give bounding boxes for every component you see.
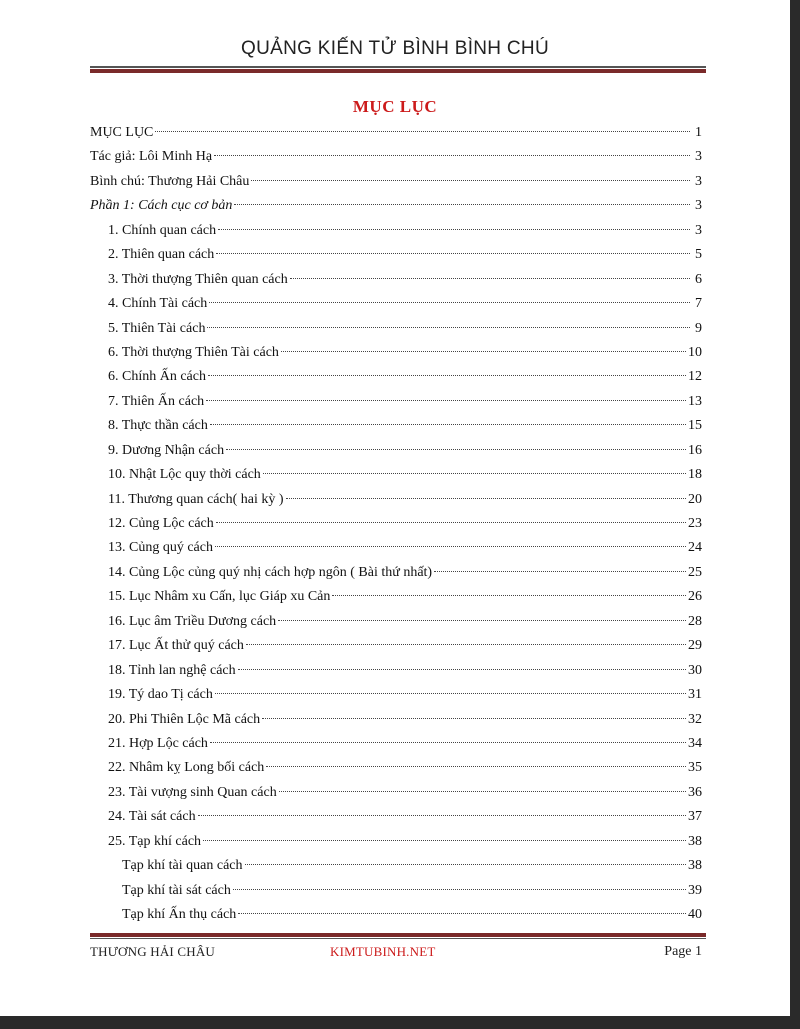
toc-entry-title: 23. Tài vượng sinh Quan cách — [108, 784, 277, 800]
toc-entry-page: 34 — [688, 735, 702, 751]
toc-entry-page: 3 — [695, 149, 702, 165]
toc-dot-leader — [216, 253, 690, 254]
header-rule-thick — [90, 69, 706, 73]
toc-entry[interactable] — [90, 610, 702, 634]
footer-page-number: Page 1 — [664, 944, 702, 959]
toc-entry[interactable] — [90, 463, 702, 487]
header-rule-thin — [90, 66, 706, 68]
toc-entry-title: 8. Thực thần cách — [108, 418, 208, 434]
toc-entry[interactable] — [90, 830, 702, 854]
toc-dot-leader — [281, 351, 686, 352]
toc-entry-page: 16 — [688, 442, 702, 458]
toc-entry[interactable] — [90, 219, 702, 243]
toc-entry-title: 7. Thiên Ấn cách — [108, 393, 205, 409]
toc-entry-title: 20. Phi Thiên Lộc Mã cách — [108, 711, 261, 727]
toc-entry-title: MỤC LỤC — [90, 125, 154, 140]
toc-dot-leader — [216, 522, 686, 523]
toc-dot-leader — [290, 278, 690, 279]
toc-entry-page: 36 — [688, 784, 702, 800]
toc-entry-title: Tạp khí Ấn thụ cách — [122, 907, 237, 922]
toc-entry[interactable] — [90, 317, 702, 341]
toc-entry-title: 16. Lục âm Triều Dương cách — [108, 613, 277, 629]
toc-entry-title: 1. Chính quan cách — [108, 222, 217, 238]
toc-entry[interactable] — [90, 708, 702, 732]
footer-rule-thin — [90, 938, 706, 939]
toc-entry[interactable] — [90, 194, 702, 218]
toc-entry[interactable] — [90, 268, 702, 292]
toc-entry[interactable] — [90, 292, 702, 316]
toc-dot-leader — [218, 229, 690, 230]
toc-entry[interactable] — [90, 659, 702, 683]
toc-entry[interactable] — [90, 561, 702, 585]
toc-entry-title: 25. Tạp khí cách — [108, 833, 202, 849]
toc-entry-page: 10 — [688, 344, 702, 360]
toc-entry[interactable] — [90, 585, 702, 609]
toc-entry-page: 40 — [688, 907, 702, 922]
toc-dot-leader — [286, 498, 686, 499]
toc-dot-leader — [266, 766, 686, 767]
toc-entry-title: 9. Dương Nhận cách — [108, 442, 225, 458]
toc-entry[interactable] — [90, 439, 702, 463]
toc-list — [90, 121, 702, 927]
toc-dot-leader — [332, 595, 686, 596]
toc-entry[interactable] — [90, 243, 702, 267]
toc-dot-leader — [210, 742, 686, 743]
toc-entry[interactable] — [90, 634, 702, 658]
toc-dot-leader — [234, 204, 690, 205]
toc-dot-leader — [215, 693, 686, 694]
toc-entry-title: 21. Hợp Lộc cách — [108, 735, 208, 751]
toc-entry[interactable] — [90, 879, 702, 903]
toc-dot-leader — [434, 571, 686, 572]
toc-entry[interactable] — [90, 756, 702, 780]
toc-entry-title: 18. Tỉnh lan nghệ cách — [108, 662, 236, 678]
toc-entry-title: 11. Thương quan cách( hai kỳ ) — [108, 491, 284, 507]
toc-entry-page: 37 — [688, 809, 702, 825]
toc-dot-leader — [209, 302, 690, 303]
toc-entry-page: 32 — [688, 711, 702, 727]
toc-entry[interactable] — [90, 488, 702, 512]
toc-dot-leader — [279, 791, 686, 792]
toc-entry-title: 19. Tý dao Tị cách — [108, 687, 213, 703]
toc-dot-leader — [155, 131, 690, 132]
toc-entry-page: 1 — [695, 125, 702, 140]
toc-entry[interactable] — [90, 341, 702, 365]
toc-entry-title: Bình chú: Thương Hải Châu — [90, 173, 250, 189]
toc-entry-page: 29 — [688, 638, 702, 654]
toc-dot-leader — [238, 913, 686, 914]
toc-dot-leader — [245, 864, 686, 865]
toc-entry-title: 3. Thời thượng Thiên quan cách — [108, 271, 288, 287]
toc-entry-page: 3 — [695, 198, 702, 214]
toc-entry[interactable] — [90, 145, 702, 169]
toc-entry[interactable] — [90, 121, 702, 145]
toc-entry[interactable] — [90, 683, 702, 707]
footer-rule-thick — [90, 933, 706, 937]
toc-entry-page: 26 — [688, 589, 702, 605]
toc-entry[interactable] — [90, 781, 702, 805]
toc-entry-page: 6 — [695, 271, 702, 287]
toc-entry-page: 25 — [688, 564, 702, 580]
toc-entry-page: 7 — [695, 296, 702, 312]
toc-entry-page: 13 — [688, 393, 702, 409]
toc-entry-title: Tạp khí tài quan cách — [122, 858, 243, 874]
toc-entry-page: 30 — [688, 662, 702, 678]
toc-entry-page: 35 — [688, 760, 702, 776]
toc-entry-page: 38 — [688, 858, 702, 874]
toc-dot-leader — [198, 815, 686, 816]
toc-entry[interactable] — [90, 805, 702, 829]
toc-entry-page: 3 — [695, 173, 702, 189]
toc-entry-title: 12. Củng Lộc cách — [108, 516, 214, 531]
toc-entry-page: 20 — [688, 491, 702, 507]
toc-entry[interactable] — [90, 903, 702, 927]
toc-entry-title: Tạp khí tài sát cách — [122, 882, 231, 898]
toc-entry-page: 38 — [688, 833, 702, 849]
toc-entry-page: 23 — [688, 516, 702, 531]
toc-entry-page: 9 — [695, 320, 702, 336]
toc-entry-title: 13. Củng quý cách — [108, 540, 213, 556]
toc-entry-page: 28 — [688, 613, 702, 629]
toc-entry-title: 17. Lục Ất thử quý cách — [108, 638, 244, 654]
toc-dot-leader — [215, 546, 686, 547]
toc-entry-title: 14. Củng Lộc củng quý nhị cách hợp ngôn ( Bài thứ nhất) — [108, 564, 433, 580]
toc-entry[interactable] — [90, 854, 702, 878]
toc-entry-page: 39 — [688, 882, 702, 898]
toc-title: MỤC LỤC — [352, 97, 438, 116]
toc-entry[interactable] — [90, 512, 702, 536]
toc-entry-page: 24 — [688, 540, 702, 556]
footer-website-link[interactable]: KIMTUBINH.NET — [330, 944, 436, 959]
toc-entry-page: 3 — [695, 222, 702, 238]
toc-entry[interactable] — [90, 365, 702, 389]
footer-author: THƯƠNG HẢI CHÂU — [90, 944, 216, 959]
toc-entry[interactable] — [90, 732, 702, 756]
toc-entry-title: Tác giả: Lôi Minh Hạ — [90, 149, 213, 165]
toc-dot-leader — [238, 669, 686, 670]
toc-dot-leader — [226, 449, 686, 450]
toc-entry-title: Phần 1: Cách cục cơ bản — [90, 198, 233, 214]
page-header-title: QUẢNG KIẾN TỬ BÌNH BÌNH CHÚ — [241, 38, 549, 59]
toc-entry-title: 5. Thiên Tài cách — [108, 320, 206, 336]
toc-entry-title: 10. Nhật Lộc quy thời cách — [108, 467, 261, 483]
toc-entry[interactable] — [90, 390, 702, 414]
toc-dot-leader — [263, 473, 686, 474]
toc-entry-title: 4. Chính Tài cách — [108, 296, 208, 312]
toc-entry-page: 12 — [688, 369, 702, 385]
toc-dot-leader — [251, 180, 690, 181]
toc-entry-title: 6. Chính Ấn cách — [108, 369, 206, 385]
toc-entry[interactable] — [90, 170, 702, 194]
toc-dot-leader — [278, 620, 686, 621]
toc-entry-page: 18 — [688, 467, 702, 483]
toc-dot-leader — [210, 424, 686, 425]
toc-entry-page: 15 — [688, 418, 702, 434]
toc-entry-title: 15. Lục Nhâm xu Cấn, lục Giáp xu Cản — [108, 589, 331, 605]
toc-entry-title: 22. Nhâm kỵ Long bối cách — [108, 760, 265, 776]
toc-dot-leader — [203, 840, 686, 841]
toc-dot-leader — [262, 718, 686, 719]
toc-dot-leader — [207, 327, 690, 328]
toc-dot-leader — [233, 889, 686, 890]
toc-dot-leader — [246, 644, 686, 645]
toc-entry[interactable] — [90, 414, 702, 438]
toc-entry-title: 2. Thiên quan cách — [108, 247, 215, 263]
toc-dot-leader — [208, 375, 686, 376]
toc-entry-page: 5 — [695, 247, 702, 263]
toc-dot-leader — [214, 155, 690, 156]
toc-entry[interactable] — [90, 536, 702, 560]
toc-entry-title: 24. Tài sát cách — [108, 809, 196, 825]
toc-entry-page: 31 — [688, 687, 702, 703]
toc-dot-leader — [206, 400, 686, 401]
toc-entry-title: 6. Thời thượng Thiên Tài cách — [108, 344, 279, 360]
